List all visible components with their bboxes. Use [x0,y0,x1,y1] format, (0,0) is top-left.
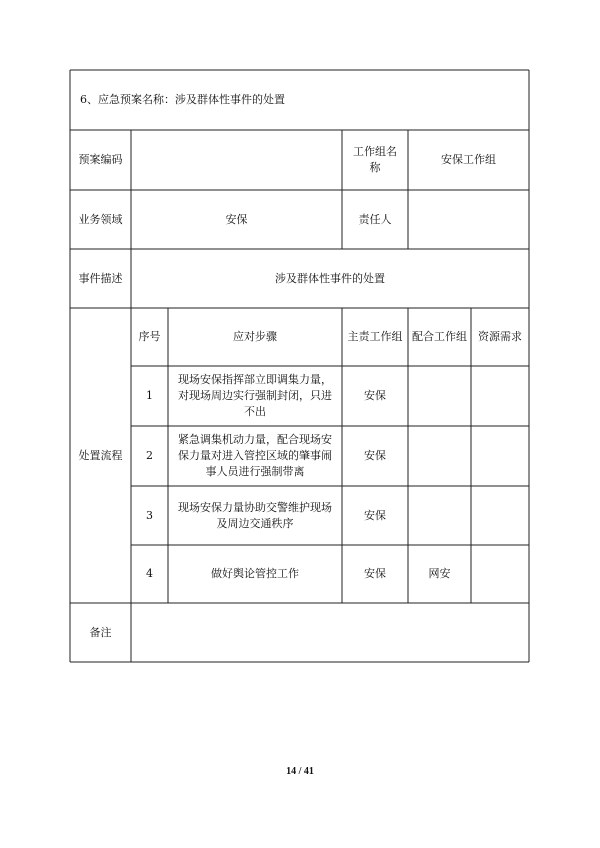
header-steps: 应对步骤 [233,330,277,343]
header-seq: 序号 [138,330,161,343]
step-resources [471,426,529,486]
page-number: 14 / 41 [286,766,314,777]
step-resources [471,486,529,545]
business-domain-label: 业务领域 [78,212,123,226]
owner-label: 责任人 [358,212,392,226]
owner-value [408,190,529,249]
event-description-label: 事件描述 [78,271,123,285]
business-domain-value: 安保 [225,212,248,226]
step-lead-group: 安保 [364,389,386,402]
header-lead-group: 主责工作组 [347,330,403,343]
step-lead-group: 安保 [364,567,386,580]
header-assist-group: 配合工作组 [412,330,467,343]
step-resources [471,366,529,426]
step-seq: 2 [146,449,153,462]
event-description-value: 涉及群体性事件的处置 [275,271,385,285]
step-seq: 4 [146,567,153,580]
step-assist-group [408,366,471,426]
step-text: 紧急调集机动力量，配合现场安保力量对进入管控区域的肇事闹事人员进行强制带离 [178,433,332,478]
remarks-value [131,603,529,662]
step-assist-group [408,426,471,486]
step-lead-group: 安保 [364,508,386,522]
procedure-label: 处置流程 [78,448,123,462]
work-group-label: 工作组名称 [353,145,397,174]
remarks-label: 备注 [89,625,112,639]
step-assist-group [408,486,471,545]
step-text: 现场安保力量协助交警维护现场及周边交通秩序 [178,500,332,530]
step-text: 现场安保指挥部立即调集力量，对现场周边实行强制封闭，只进不出 [178,373,332,418]
step-assist-group: 网安 [428,567,451,580]
step-seq: 1 [146,389,153,402]
plan-code-label: 预案编码 [78,153,123,166]
step-seq: 3 [146,508,153,522]
step-text: 做好舆论管控工作 [211,567,299,580]
header-resources: 资源需求 [478,330,522,343]
plan-title: 6、应急预案名称：涉及群体性事件的处置 [80,93,285,106]
plan-code-value [131,130,342,190]
step-lead-group: 安保 [364,449,386,462]
step-resources [471,545,529,603]
work-group-value: 安保工作组 [441,153,496,166]
